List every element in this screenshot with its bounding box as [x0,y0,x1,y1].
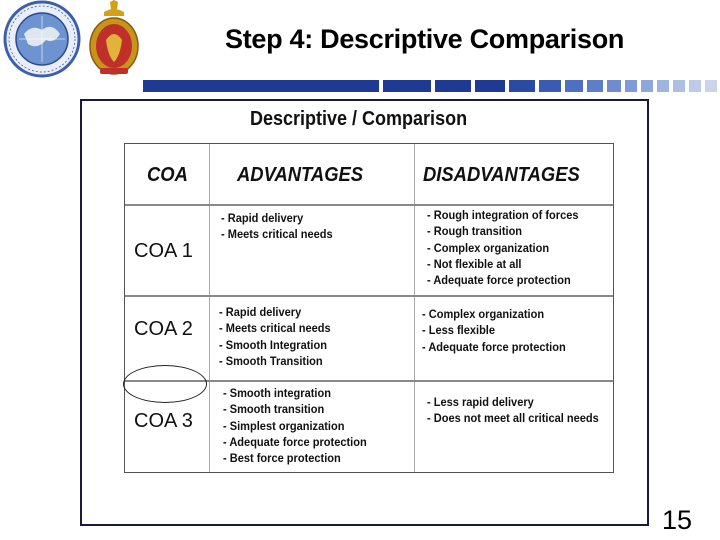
page-number: 15 [662,505,693,535]
coa-3-highlight-circle [123,365,207,403]
list-item: - Smooth transition [223,402,325,417]
list-item: - Smooth Integration [219,337,327,352]
list-item: - Rapid delivery [219,305,302,319]
coa-2-label: COA 2 [134,318,193,340]
list-item: - Rough transition [427,224,523,239]
list-item: - Less rapid delivery [427,395,534,409]
header-coa: COA [147,164,188,186]
list-item: - Does not meet all critical needs [427,411,599,426]
coa-1-disadvantages [427,207,578,288]
list-item: - Rapid delivery [221,211,304,225]
coa-1-advantages [221,210,333,243]
slide-subtitle: Descriptive / Comparison [250,108,468,130]
list-item: - Adequate force protection [427,273,571,288]
list-item: - Adequate force protection [223,434,367,449]
coa-1-label: COA 1 [134,240,193,262]
slide-title: Step 4: Descriptive Comparison [225,24,625,54]
list-item: - Meets critical needs [219,321,331,336]
list-item: - Adequate force protection [422,339,566,354]
institution-seal-logo [2,0,82,78]
list-item: - Smooth Transition [219,353,323,368]
coa-3-disadvantages [427,394,599,427]
decorative-bar [143,80,720,92]
crest-emblem-logo [86,0,142,78]
coa-2-advantages [219,304,331,369]
list-item: - Meets critical needs [221,227,333,242]
list-item: - Complex organization [422,307,545,321]
list-item: - Simplest organization [223,418,345,433]
list-item: - Smooth integration [223,386,331,400]
list-item: - Not flexible at all [427,256,522,271]
comparison-table [124,143,614,473]
content-frame [80,99,649,526]
coa-2-disadvantages [422,306,566,355]
header-advantages: ADVANTAGES [237,164,364,186]
list-item: - Best force protection [223,451,341,466]
list-item: - Less flexible [422,323,496,338]
coa-3-label: COA 3 [134,410,193,432]
coa-3-advantages [223,385,367,466]
list-item: - Complex organization [427,240,550,255]
list-item: - Rough integration of forces [427,208,579,222]
header-disadvantages: DISADVANTAGES [423,164,580,186]
